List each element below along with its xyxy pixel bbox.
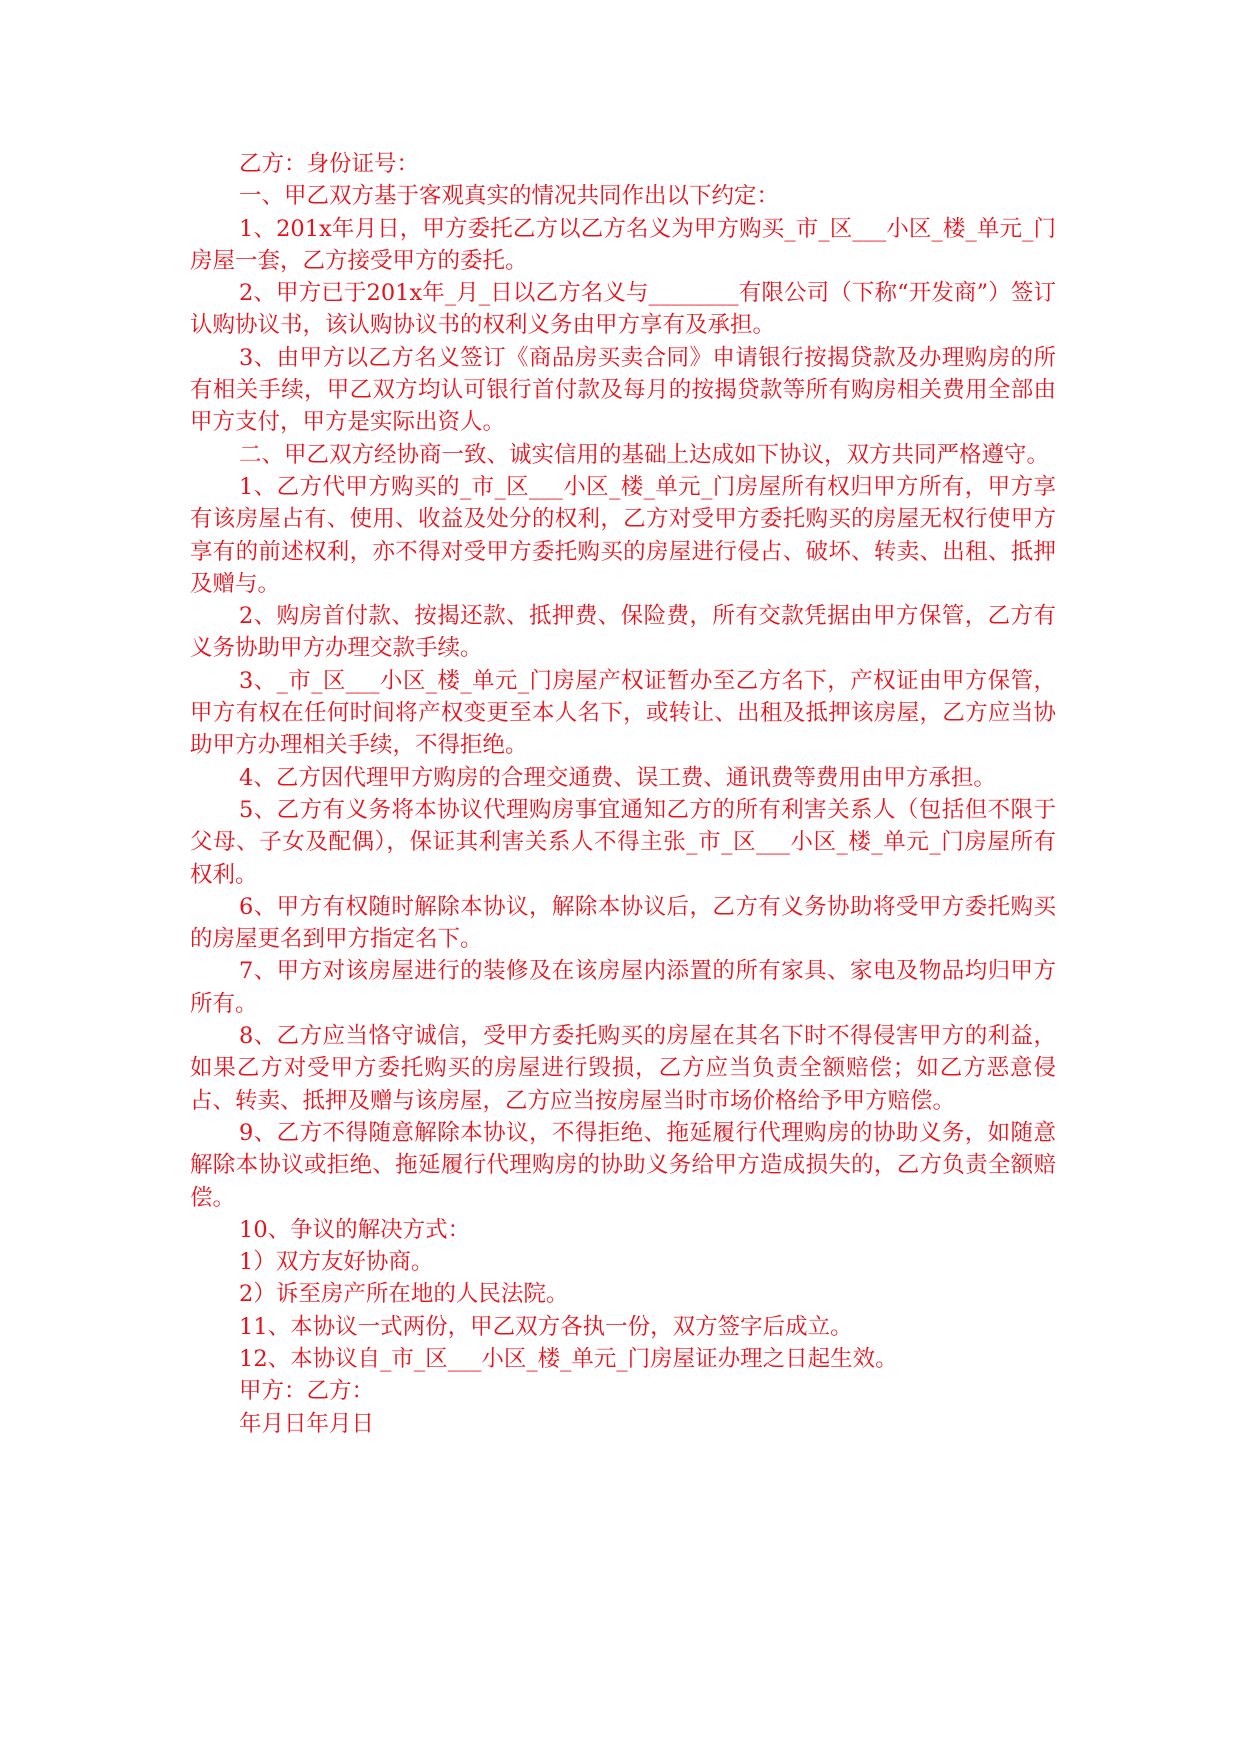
clause-2-5: 5、乙方有义务将本协议代理购房事宜通知乙方的所有利害关系人（包括但不限于父母、子女及配偶），保证其利害关系人不得主张_市_区___小区_楼_单元_门房屋所有权利。 [190, 796, 1056, 888]
clause-2-4: 4、乙方因代理甲方购房的合理交通费、误工费、通讯费等费用由甲方承担。 [239, 764, 996, 791]
clause-1-1: 1、201x年月日，甲方委托乙方以乙方名义为甲方购买_市_区___小区_楼_单元_门房屋一套，乙方接受甲方的委托。 [190, 215, 1056, 274]
dispute-option-1: 1）双方友好协商。 [239, 1249, 434, 1276]
clause-2-3: 3、_市_区___小区_楼_单元_门房屋产权证暂办至乙方名下，产权证由甲方保管，甲方有权在任何时间将产权变更至本人名下，或转让、出租及抵押该房屋，乙方应当协助甲方办理相关手续，不得拒绝。 [190, 667, 1056, 759]
clause-2-6: 6、甲方有权随时解除本协议，解除本协议后，乙方有义务协助将受甲方委托购买的房屋更名到甲方指定名下。 [190, 893, 1056, 953]
clause-2-1: 1、乙方代甲方购买的_市_区___小区_楼_单元_门房屋所有权归甲方所有，甲方享有该房屋占有、使用、收益及处分的权利，乙方对受甲方委托购买的房屋无权行使甲方享有的前述权利，亦不得对受甲方委托购买的房屋进行侵占、破坏、转卖、出租、抵押及赠与。 [190, 473, 1056, 597]
party-b-id-line: 乙方：身份证号： [239, 151, 420, 177]
clause-2-11: 11、本协议一式两份，甲乙双方各执一份，双方签字后成立。 [239, 1313, 853, 1340]
dispute-option-2: 2）诉至房产所在地的人民法院。 [239, 1281, 569, 1308]
clause-2-9: 9、乙方不得随意解除本协议，不得拒绝、拖延履行代理购房的协助义务，如随意解除本协议或拒绝、拖延履行代理购房的协助义务给甲方造成损失的，乙方负责全额赔偿。 [190, 1119, 1056, 1211]
date-line: 年月日年月日 [239, 1410, 375, 1437]
section-two-heading: 二、甲乙双方经协商一致、诚实信用的基础上达成如下协议，双方共同严格遵守。 [239, 441, 1050, 468]
clause-1-3: 3、由甲方以乙方名义签订《商品房买卖合同》申请银行按揭贷款及办理购房的所有相关手续，甲乙双方均认可银行首付款及每月的按揭贷款等所有购房相关费用全部由甲方支付，甲方是实际出资人。 [190, 344, 1056, 436]
clause-2-12: 12、本协议自_市_区___小区_楼_单元_门房屋证办理之日起生效。 [239, 1345, 898, 1372]
clause-1-2: 2、甲方已于201x年_月_日以乙方名义与________有限公司（下称“开发商”）签订认购协议书，该认购协议书的权利义务由甲方享有及承担。 [190, 280, 1056, 339]
signature-line: 甲方：乙方： [239, 1378, 375, 1405]
clause-2-10: 10、争议的解决方式： [239, 1216, 471, 1243]
clause-2-7: 7、甲方对该房屋进行的装修及在该房屋内添置的所有家具、家电及物品均归甲方所有。 [190, 958, 1056, 1017]
clause-2-2: 2、购房首付款、按揭还款、抵押费、保险费，所有交款凭据由甲方保管，乙方有义务协助甲方办理交款手续。 [190, 603, 1056, 662]
section-one-heading: 一、甲乙双方基于客观真实的情况共同作出以下约定： [239, 183, 780, 210]
document-page [190, 148, 1056, 1440]
clause-2-8: 8、乙方应当恪守诚信，受甲方委托购买的房屋在其名下时不得侵害甲方的利益，如果乙方对受甲方委托购买的房屋进行毁损，乙方应当负责全额赔偿；如乙方恶意侵占、转卖、抵押及赠与该房屋，乙方应当按房屋当时市场价格给予甲方赔偿。 [190, 1023, 1056, 1114]
